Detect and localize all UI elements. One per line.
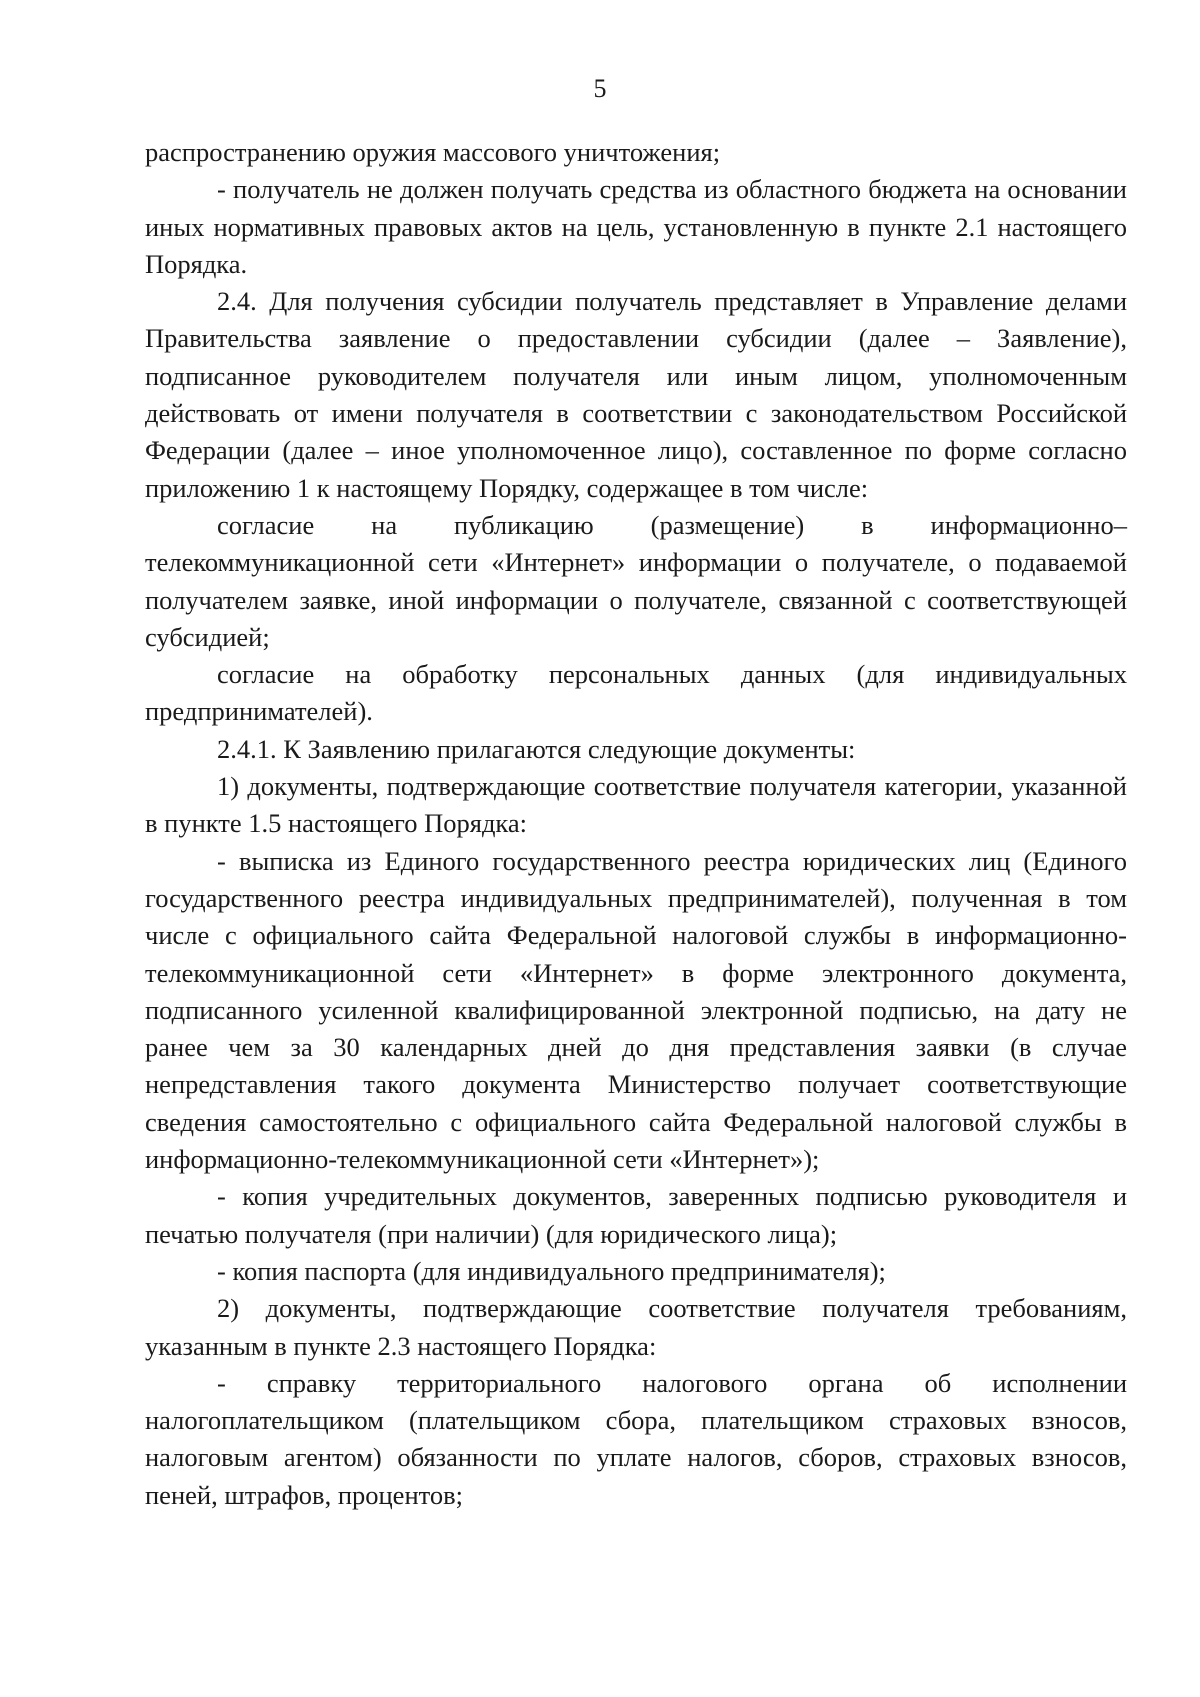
paragraph: согласие на публикацию (размещение) в информационно–телекоммуникационной сети «Интернет» информации о получателе, о подаваемой получателем заявке, иной информации о получателе, связанной с соответствующей субсидией; [145,509,1127,652]
paragraph: 2) документы, подтверждающие соответствие получателя требованиям, указанным в пункте 2.3 настоящего Порядка: [145,1293,1127,1361]
paragraph: 2.4. Для получения субсидии получатель представляет в Управление делами Правительства заявление о предоставлении субсидии (далее – Заявление), подписанное руководителем получателя или иным лицом, уполномоченным действовать от имени получателя в соответствии с законодательством Российской Федерации (далее – иное уполномоченное лицо), составленное по форме согласно приложению 1 к настоящему Порядку, содержащее в том числе: [145,286,1127,503]
paragraph: 1) документы, подтверждающие соответствие получателя категории, указанной в пункте 1.5 настоящего Порядка: [145,771,1127,839]
paragraph: распространению оружия массового уничтожения; [145,137,721,167]
page-number: 5 [593,74,607,103]
paragraph: - выписка из Единого государственного реестра юридических лиц (Единого государственного реестра индивидуальных предпринимателей), полученная в том числе с официального сайта Федеральной налоговой службы в информационно-телекоммуникационной сети «Интернет» в форме электронного документа, подписанного усиленной квалифицированной электронной подписью, на дату не ранее чем за 30 календарных дней до дня представления заявки (в случае непредставления такого документа Министерство получает соответствующие сведения самостоятельно с официального сайта Федеральной налоговой службы в информационно-телекоммуникационной сети «Интернет»); [145,845,1127,1175]
paragraph: согласие на обработку персональных данных (для индивидуальных предпринимателей). [145,659,1127,727]
paragraph: - копия учредительных документов, заверенных подписью руководителя и печатью получателя (при наличии) (для юридического лица); [145,1181,1127,1249]
paragraph: 2.4.1. К Заявлению прилагаются следующие документы: [217,733,856,764]
paragraph: - справку территориального налогового органа об исполнении налогоплательщиком (плательщиком сбора, плательщиком страховых взносов, налоговым агентом) обязанности по уплате налогов, сборов, страховых взносов, пеней, штрафов, процентов; [145,1367,1127,1510]
paragraph: - копия паспорта (для индивидуального предпринимателя); [217,1255,886,1286]
paragraph: - получатель не должен получать средства из областного бюджета на основании иных нормативных правовых актов на цель, установленную в пункте 2.1 настоящего Порядка. [145,174,1127,279]
document-body [145,134,1127,1514]
